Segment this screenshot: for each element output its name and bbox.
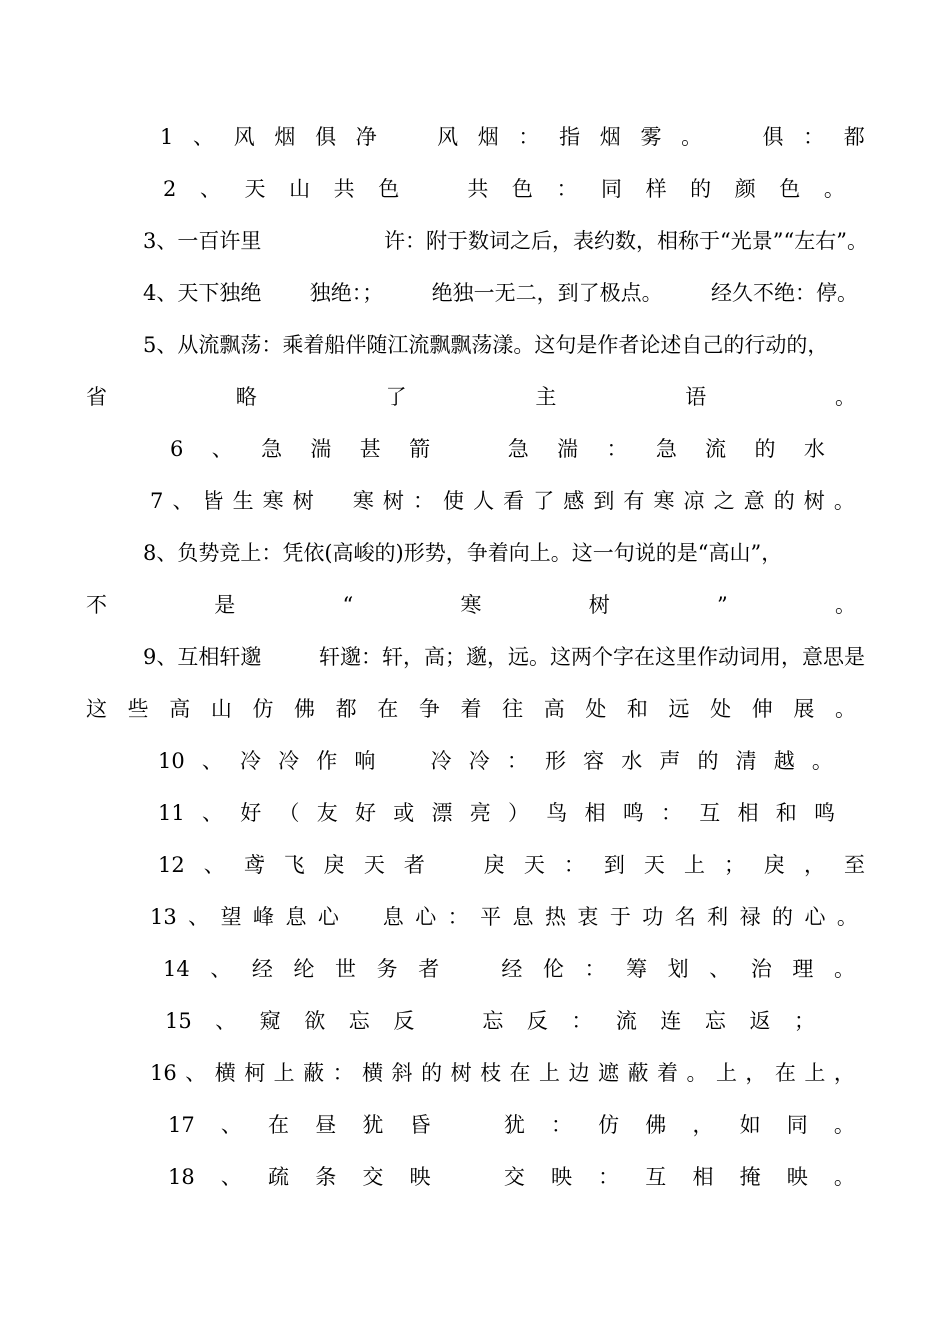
text-line-18 [0, 1001, 950, 1041]
line-text: 15 、 窥 欲 忘 反 忘 反 ： 流 连 忘 返 ； [165, 1009, 815, 1033]
line-text: 12 、 鸢 飞 戾 天 者 戾 天 ： 到 天 上 ； 戾 ， 至 [158, 853, 865, 877]
line-text: 这 些 高 山 仿 佛 都 在 争 着 往 高 处 和 远 处 伸 展 。 [86, 697, 856, 721]
text-line-19 [0, 1053, 950, 1093]
line-text: 省 略 了 主 语 。 [86, 385, 856, 409]
line-text: 3、一百许里 许：附于数词之后，表约数，相称于“光景”“左右”。 [143, 229, 868, 253]
line-text: 7 、 皆 生 寒 树 寒 树 ： 使 人 看 了 感 到 有 寒 凉 之 意 的 树 。 [150, 489, 855, 513]
text-line-14 [0, 793, 950, 833]
text-line-11 [0, 637, 950, 677]
text-line-21 [0, 1157, 950, 1197]
text-line-15 [0, 845, 950, 885]
line-text: 16 、 横 柯 上 蔽 ： 横 斜 的 树 枝 在 上 边 遮 蔽 着 。 上 ， 在 上 ， [150, 1061, 855, 1085]
line-text: 2 、 天 山 共 色 共 色 ： 同 样 的 颜 色 。 [163, 177, 845, 201]
text-line-6 [0, 377, 950, 417]
text-line-2 [0, 169, 950, 209]
line-text: 18 、 疏 条 交 映 交 映 ： 互 相 掩 映 。 [168, 1165, 855, 1189]
line-text: 5、从流飘荡：乘着船伴随江流飘飘荡漾。这句是作者论述自己的行动的， [143, 333, 829, 357]
text-line-13 [0, 741, 950, 781]
line-text: 13 、 望 峰 息 心 息 心 ： 平 息 热 衷 于 功 名 利 禄 的 心 。 [150, 905, 858, 929]
line-text: 17 、 在 昼 犹 昏 犹 ： 仿 佛 ， 如 同 。 [168, 1113, 855, 1137]
text-line-5 [0, 325, 950, 365]
line-text: 8、负势竞上：凭依(高峻的)形势，争着向上。这一句说的是“高山”， [143, 541, 783, 565]
line-text: 不 是 “ 寒 树 ” 。 [86, 593, 856, 617]
text-line-17 [0, 949, 950, 989]
line-text: 11 、 好 （ 友 好 或 漂 亮 ） 鸟 相 鸣 ： 互 相 和 鸣 [158, 801, 835, 825]
text-line-10 [0, 585, 950, 625]
text-line-12 [0, 689, 950, 729]
line-text: 14 、 经 纶 世 务 者 经 伦 ： 筹 划 、 治 理 。 [163, 957, 855, 981]
text-line-16 [0, 897, 950, 937]
text-line-1 [0, 117, 950, 157]
line-text: 9、互相轩邈 轩邈：轩，高；邈，远。这两个字在这里作动词用，意思是 [143, 645, 865, 669]
line-text: 1 、 风 烟 俱 净 风 烟 ： 指 烟 雾 。 俱 ： 都 [160, 125, 865, 149]
line-text: 4、天下独绝 独绝：； 绝独一无二，到了极点。 经久不绝：停。 [143, 281, 858, 305]
text-line-9 [0, 533, 950, 573]
text-line-7 [0, 429, 950, 469]
line-text: 10 、 冷 冷 作 响 冷 冷 ： 形 容 水 声 的 清 越 。 [158, 749, 833, 773]
text-line-3 [0, 221, 950, 261]
text-line-4 [0, 273, 950, 313]
text-line-8 [0, 481, 950, 521]
line-text: 6 、 急 湍 甚 箭 急 湍 ： 急 流 的 水 [170, 437, 825, 461]
text-line-20 [0, 1105, 950, 1145]
